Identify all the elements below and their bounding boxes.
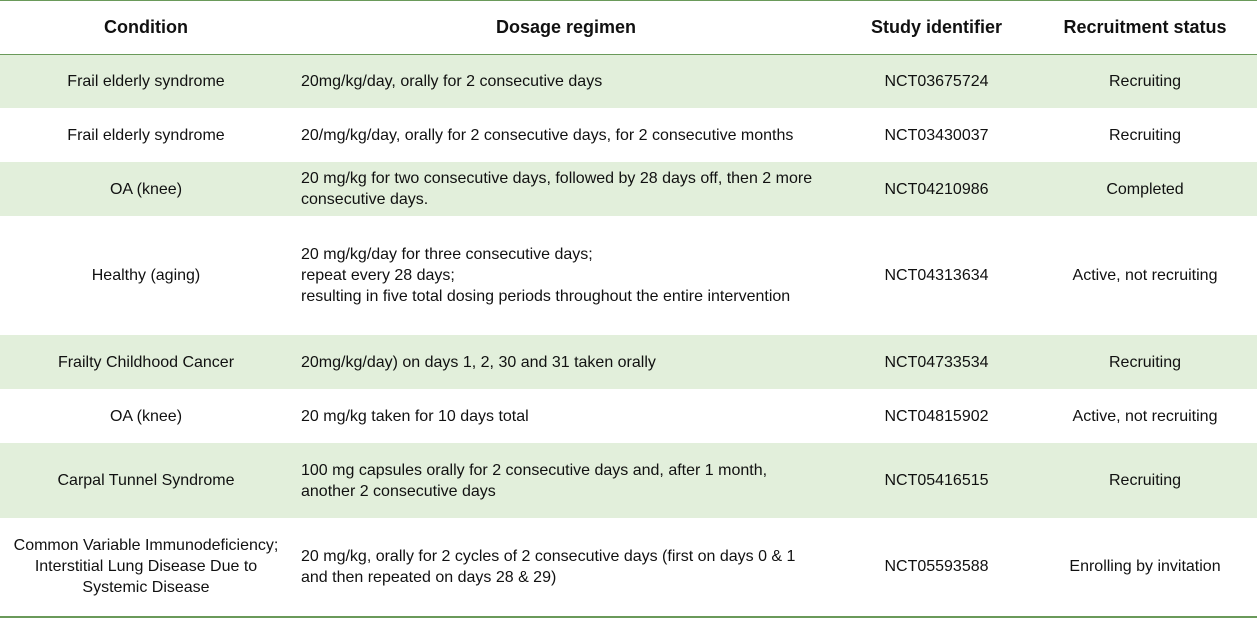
dosage-cell: 20 mg/kg for two consecutive days, followed by 28 days off, then 2 more consecutive days. — [292, 162, 840, 216]
dosage-cell: 20/mg/kg/day, orally for 2 consecutive days, for 2 consecutive months — [292, 108, 840, 162]
status-cell: Active, not recruiting — [1033, 389, 1257, 443]
status-cell: Recruiting — [1033, 443, 1257, 518]
status-cell: Active, not recruiting — [1033, 216, 1257, 335]
status-cell: Enrolling by invitation — [1033, 518, 1257, 615]
clinical-trials-table — [0, 1, 1257, 615]
condition-cell: Frail elderly syndrome — [0, 108, 292, 162]
study-id-cell: NCT04210986 — [840, 162, 1033, 216]
header-divider — [0, 54, 1257, 55]
condition-cell: Frail elderly syndrome — [0, 55, 292, 108]
condition-cell: OA (knee) — [0, 162, 292, 216]
dosage-cell — [292, 216, 840, 335]
condition-cell: Carpal Tunnel Syndrome — [0, 443, 292, 518]
dosage-line: repeat every 28 days; — [301, 267, 455, 284]
table-row — [0, 108, 1257, 162]
header-condition: Condition — [104, 17, 188, 37]
header-recruitment-status: Recruitment status — [1063, 17, 1227, 37]
study-id-cell: NCT05593588 — [840, 518, 1033, 615]
table-header-row — [0, 1, 1257, 54]
table-row — [0, 216, 1257, 335]
study-id-cell: NCT03675724 — [840, 55, 1033, 108]
status-cell: Completed — [1033, 162, 1257, 216]
study-id-cell: NCT04815902 — [840, 389, 1033, 443]
status-cell: Recruiting — [1033, 335, 1257, 389]
status-cell: Recruiting — [1033, 108, 1257, 162]
header-study-identifier: Study identifier — [870, 17, 1002, 37]
study-id-cell: NCT04733534 — [840, 335, 1033, 389]
header-dosage-regimen: Dosage regimen — [495, 17, 637, 37]
dosage-cell: 20 mg/kg, orally for 2 cycles of 2 consecutive days (first on days 0 & 1 and then repeated on days 28 & 29) — [292, 518, 840, 615]
table-row — [0, 55, 1257, 108]
condition-cell: Frailty Childhood Cancer — [0, 335, 292, 389]
condition-cell: Common Variable Immunodeficiency; Interstitial Lung Disease Due to Systemic Disease — [0, 518, 292, 615]
condition-cell: Healthy (aging) — [0, 216, 292, 335]
dosage-cell: 20mg/kg/day) on days 1, 2, 30 and 31 taken orally — [292, 335, 840, 389]
dosage-line: resulting in five total dosing periods throughout the entire intervention — [301, 288, 791, 305]
dosage-cell: 100 mg capsules orally for 2 consecutive days and, after 1 month, another 2 consecutive days — [292, 443, 840, 518]
table-row — [0, 518, 1257, 615]
dosage-cell: 20mg/kg/day, orally for 2 consecutive days — [292, 55, 840, 108]
study-id-cell: NCT04313634 — [840, 216, 1033, 335]
table-row — [0, 389, 1257, 443]
table-row — [0, 162, 1257, 216]
dosage-line: 20 mg/kg/day for three consecutive days; — [301, 246, 593, 263]
status-cell: Recruiting — [1033, 55, 1257, 108]
table-row — [0, 335, 1257, 389]
dosage-cell: 20 mg/kg taken for 10 days total — [292, 389, 840, 443]
study-id-cell: NCT03430037 — [840, 108, 1033, 162]
condition-cell: OA (knee) — [0, 389, 292, 443]
study-id-cell: NCT05416515 — [840, 443, 1033, 518]
table-row — [0, 443, 1257, 518]
